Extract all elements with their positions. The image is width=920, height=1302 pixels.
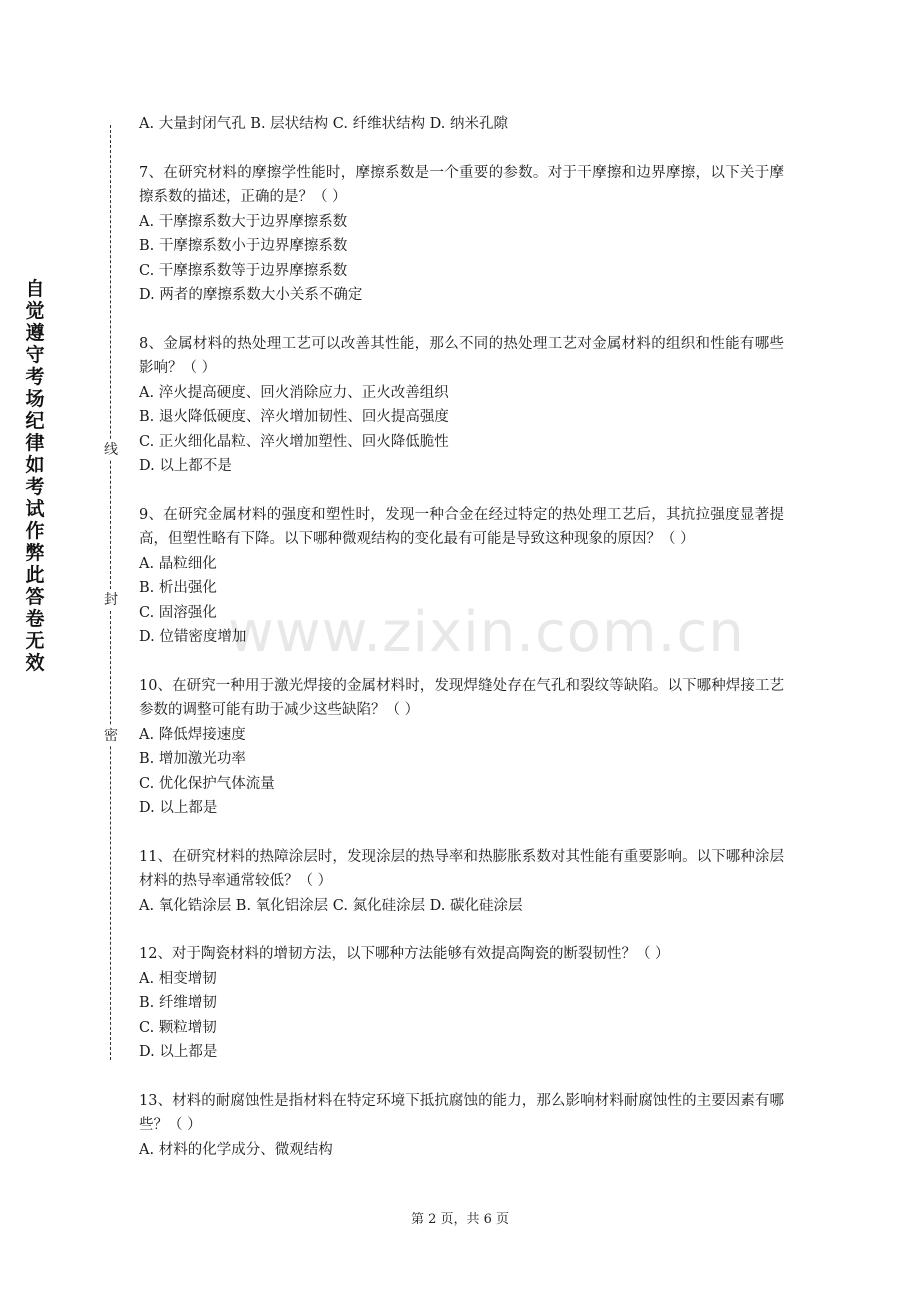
- option-b: B. 增加激光功率: [139, 751, 246, 767]
- option-a: A. 材料的化学成分、微观结构: [139, 1141, 333, 1158]
- option-d: D. 以上都是: [139, 1044, 218, 1060]
- question-item-9: [139, 503, 784, 650]
- option-c: C. 优化保护气体流量: [139, 775, 275, 792]
- question-item-7: [139, 161, 784, 308]
- option-a: A. 干摩擦系数大于边界摩擦系数: [139, 213, 348, 230]
- option-c: C. 固溶强化: [139, 604, 217, 621]
- question-item-8: [139, 332, 784, 479]
- page-footer: 第 2 页，共 6 页: [410, 1212, 510, 1227]
- option-line: A. 大量封闭气孔 B. 层状结构 C. 纤维状结构 D. 纳米孔隙: [139, 116, 509, 132]
- option-a: A. 降低焊接速度: [139, 726, 246, 743]
- option-d: D. 两者的摩擦系数大小关系不确定: [139, 287, 363, 303]
- option-b: B. 干摩擦系数小于边界摩擦系数: [139, 238, 348, 254]
- site-watermark: www.zixin.com.cn: [228, 600, 745, 665]
- question-stem: 8、金属材料的热处理工艺可以改善其性能，那么不同的热处理工艺对金属材料的组织和性能有哪些影响？（ ）: [139, 335, 784, 376]
- option-c: C. 正火细化晶粒、淬火增加塑性、回火降低脆性: [139, 433, 449, 450]
- option-b: B. 析出强化: [139, 580, 217, 596]
- question-stem: 10、在研究一种用于激光焊接的金属材料时，发现焊缝处存在气孔和裂纹等缺陷。以下哪种焊接工艺参数的调整可能有助于减少这些缺陷？（ ）: [139, 677, 784, 718]
- option-b: B. 退火降低硬度、淬火增加韧性、回火提高强度: [139, 409, 449, 425]
- question-stem: 13、材料的耐腐蚀性是指材料在特定环境下抵抗腐蚀的能力，那么影响材料耐腐蚀性的主要因素有哪些？（ ）: [139, 1092, 784, 1133]
- option-a: A. 相变增韧: [139, 970, 217, 987]
- seal-label-mi: 密: [104, 728, 118, 744]
- option-d: D. 以上都是: [139, 800, 218, 816]
- option-c: C. 干摩擦系数等于边界摩擦系数: [139, 262, 348, 279]
- question-list: [139, 112, 784, 1186]
- option-d: D. 位错密度增加: [139, 629, 247, 645]
- option-d: D. 以上都不是: [139, 458, 232, 474]
- question-stem: 7、在研究材料的摩擦学性能时，摩擦系数是一个重要的参数。对于干摩擦和边界摩擦，以下关于摩擦系数的描述，正确的是？（ ）: [139, 164, 784, 205]
- question-stem: 11、在研究材料的热障涂层时，发现涂层的热导率和热膨胀系数对其性能有重要影响。以下哪种涂层材料的热导率通常较低？（ ）: [139, 848, 784, 889]
- question-item-13: [139, 1089, 784, 1163]
- option-a: A. 晶粒细化: [139, 555, 217, 572]
- question-item-12: [139, 942, 784, 1065]
- question-stem: 9、在研究金属材料的强度和塑性时，发现一种合金在经过特定的热处理工艺后，其抗拉强度显著提高，但塑性略有下降。以下哪种微观结构的变化最有可能是导致这种现象的原因？（ ）: [139, 506, 784, 547]
- question-item-6-tail: [139, 112, 784, 137]
- question-item-10: [139, 674, 784, 821]
- option-b: B. 纤维增韧: [139, 995, 217, 1011]
- option-c: C. 颗粒增韧: [139, 1019, 217, 1036]
- option-line: A. 氧化锆涂层 B. 氧化铝涂层 C. 氮化硅涂层 D. 碳化硅涂层: [139, 897, 523, 914]
- seal-label-feng: 封: [104, 592, 118, 608]
- question-item-11: [139, 845, 784, 919]
- option-a: A. 淬火提高硬度、回火消除应力、正火改善组织: [139, 384, 449, 401]
- seal-label-xian: 线: [104, 442, 118, 458]
- question-stem: 12、对于陶瓷材料的增韧方法，以下哪种方法能够有效提高陶瓷的断裂韧性？（ ）: [139, 946, 670, 962]
- exam-discipline-notice: 自觉遵守考场纪律如考试作弊此答卷无效: [25, 278, 45, 674]
